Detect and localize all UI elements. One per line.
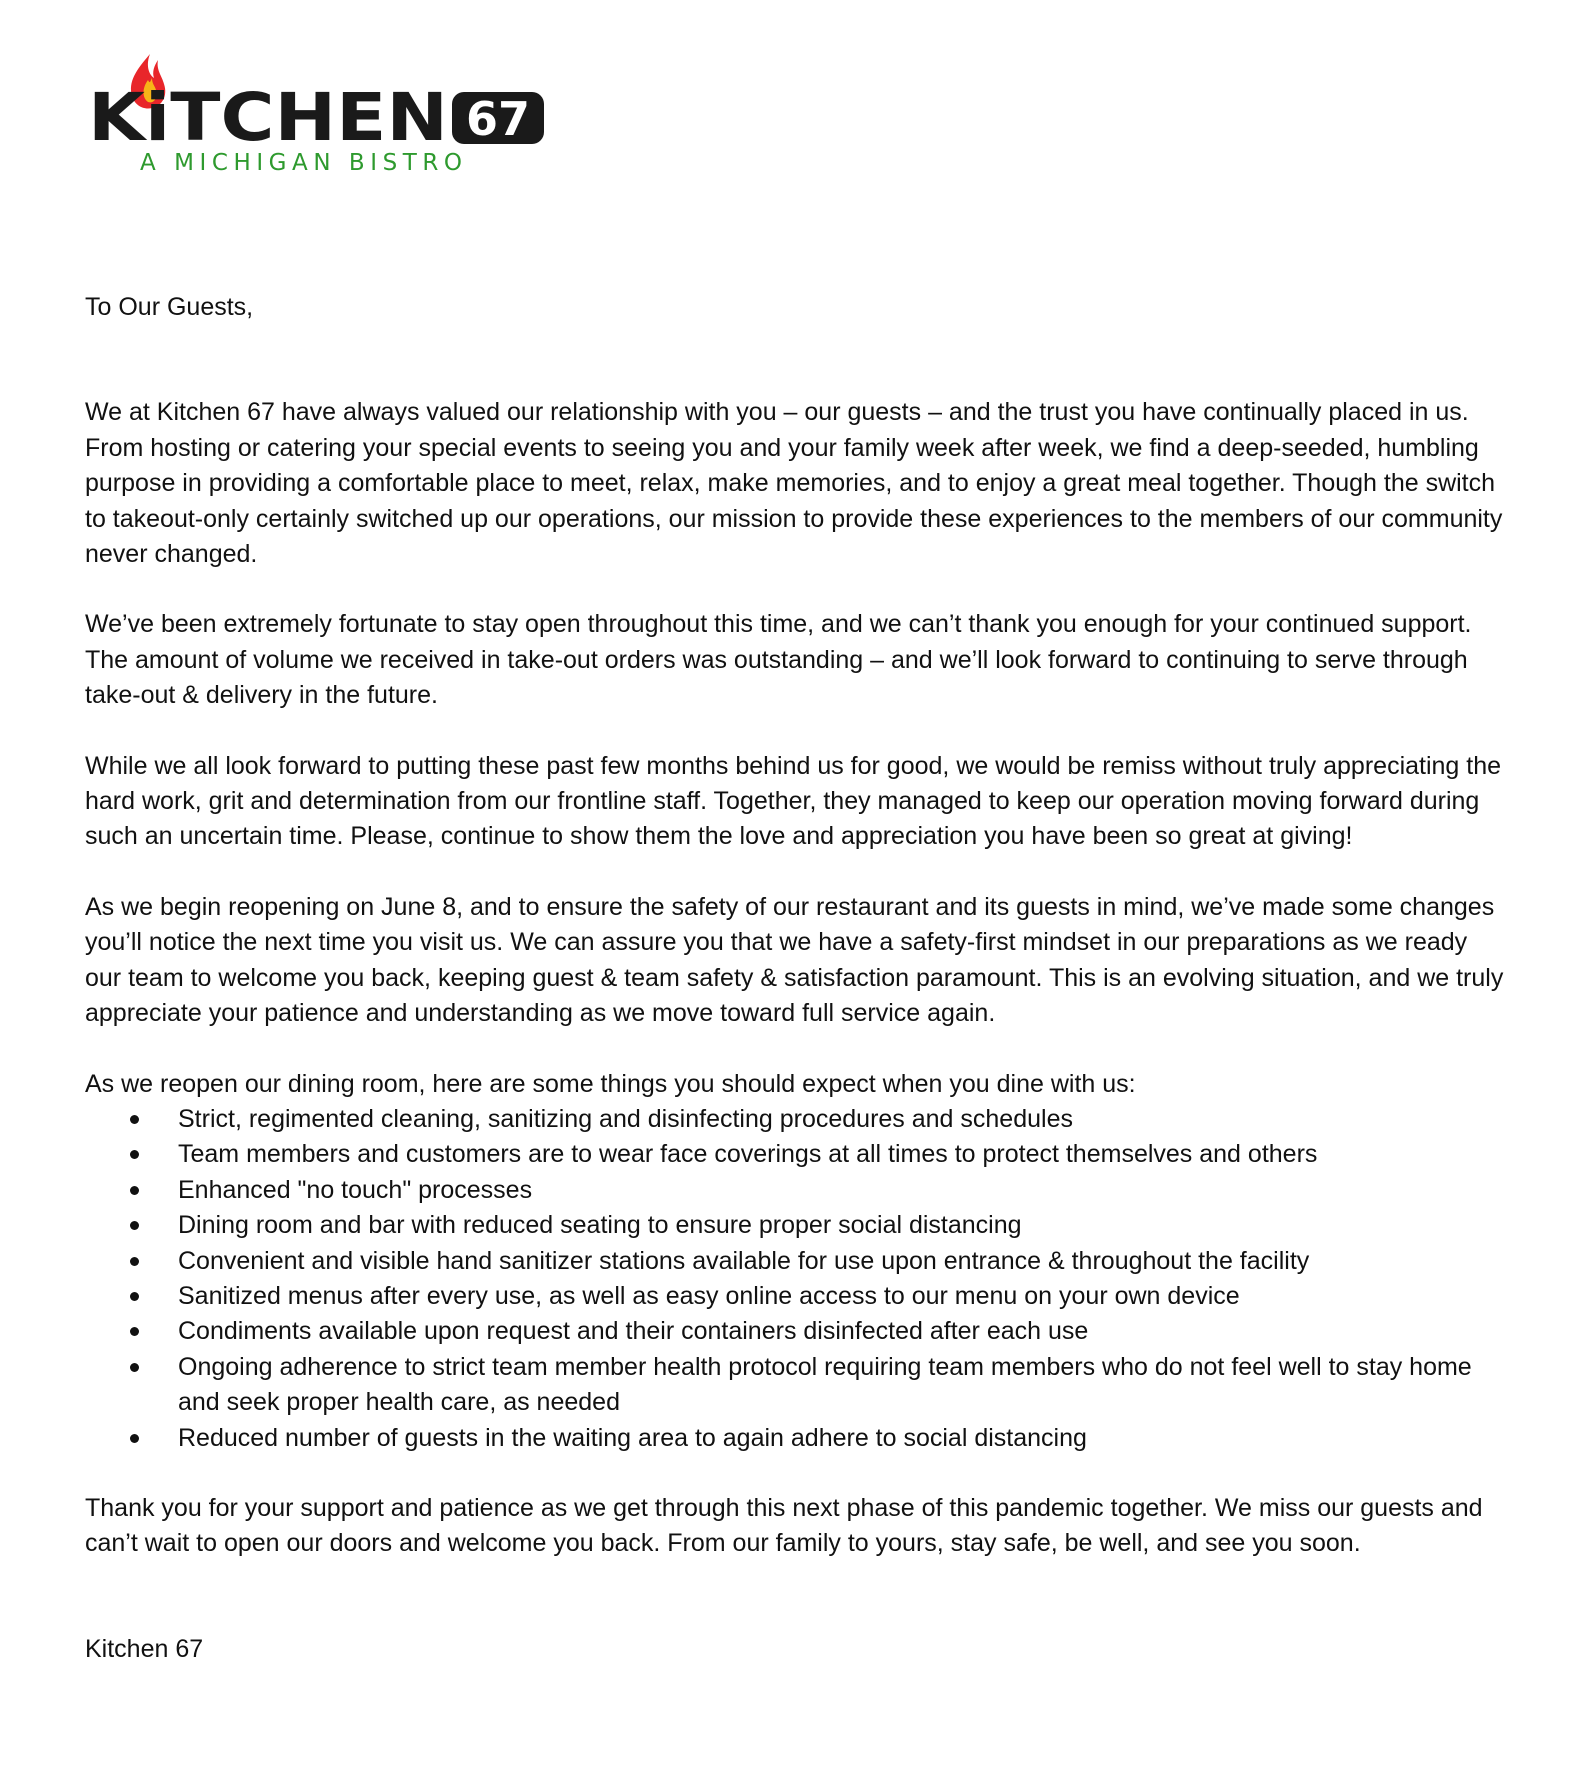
list-item-text: Strict, regimented cleaning, sanitizing and disinfecting procedures and schedules	[178, 1104, 1073, 1133]
bullet-icon	[130, 1150, 139, 1159]
list-item-text: Ongoing adherence to strict team member health protocol requiring team members who do not feel well to stay home and seek proper health care, as needed	[178, 1352, 1472, 1417]
list-item-text: Sanitized menus after every use, as well as easy online access to our menu on your own device	[178, 1281, 1240, 1310]
paragraph: As we begin reopening on June 8, and to ensure the safety of our restaurant and its guests in mind, we’ve made some changes you’ll notice the next time you visit us. We can assure you that we have a safety-first mindset in our preparations as we ready our team to welcome you back, keeping guest & team safety & satisfaction paramount. This is an evolving situation, and we truly appreciate your patience and understanding as we move toward full service again.	[85, 892, 1504, 1028]
closing-paragraph: Thank you for your support and patience as we get through this next phase of this pandemic together. We miss our guests and can’t wait to open our doors and welcome you back. From our family to yours, stay safe, be well, and see you soon.	[85, 1493, 1483, 1558]
list-item	[85, 1102, 1505, 1137]
paragraph: We’ve been extremely fortunate to stay open throughout this time, and we can’t thank you enough for your continued support. The amount of volume we received in take-out orders was outstanding – and we’ll look forward to continuing to serve through take-out & delivery in the future.	[85, 610, 1472, 710]
list-item	[85, 1421, 1505, 1456]
bullet-icon	[130, 1292, 139, 1301]
bullet-icon	[130, 1434, 139, 1443]
salutation: To Our Guests,	[85, 293, 254, 321]
list-item-text: Dining room and bar with reduced seating to ensure proper social distancing	[178, 1211, 1022, 1240]
list-item	[85, 1314, 1505, 1349]
list-item	[85, 1244, 1505, 1279]
list-item	[85, 1137, 1505, 1172]
expectations-list	[85, 1102, 1505, 1456]
list-item-text: Enhanced "no touch" processes	[178, 1175, 533, 1204]
bullet-icon	[130, 1257, 139, 1266]
signature: Kitchen 67	[85, 1634, 204, 1663]
bullet-icon	[130, 1186, 139, 1195]
list-item-text: Reduced number of guests in the waiting area to again adhere to social distancing	[178, 1423, 1087, 1452]
kitchen-67-logo	[88, 48, 548, 178]
list-item	[85, 1350, 1505, 1421]
paragraph: We at Kitchen 67 have always valued our relationship with you – our guests – and the trust you have continually placed in us. From hosting or catering your special events to seeing you and your family week after week, we find a deep-seeded, humbling purpose in providing a comfortable place to meet, relax, make memories, and to enjoy a great meal together. Though the switch to takeout-only certainly switched up our operations, our mission to provide these experiences to the members of our community never changed.	[85, 398, 1503, 569]
list-item	[85, 1279, 1505, 1314]
list-item	[85, 1173, 1505, 1208]
bullet-icon	[130, 1115, 139, 1124]
list-item	[85, 1208, 1505, 1243]
brand-tagline: A MICHIGAN BISTRO	[140, 150, 462, 176]
brand-wordmark: KiTCHEN	[88, 79, 448, 156]
brand-logo	[88, 48, 548, 178]
bullet-icon	[130, 1363, 139, 1372]
list-item-text: Convenient and visible hand sanitizer stations available for use upon entrance & throughout the facility	[178, 1246, 1310, 1275]
list-item-text: Team members and customers are to wear face coverings at all times to protect themselves and others	[178, 1140, 1318, 1169]
list-intro: As we reopen our dining room, here are some things you should expect when you dine with us:	[85, 1069, 1136, 1098]
bullet-icon	[130, 1327, 139, 1336]
brand-number: 67	[465, 92, 531, 146]
letter-body	[85, 290, 1505, 1667]
paragraph: While we all look forward to putting these past few months behind us for good, we would be remiss without truly appreciating the hard work, grit and determination from our frontline staff. Together, they managed to keep our operation moving forward during such an uncertain time. Please, continue to show them the love and appreciation you have been so great at giving!	[85, 751, 1502, 851]
list-item-text: Condiments available upon request and their containers disinfected after each use	[178, 1317, 1089, 1346]
bullet-icon	[130, 1221, 139, 1230]
